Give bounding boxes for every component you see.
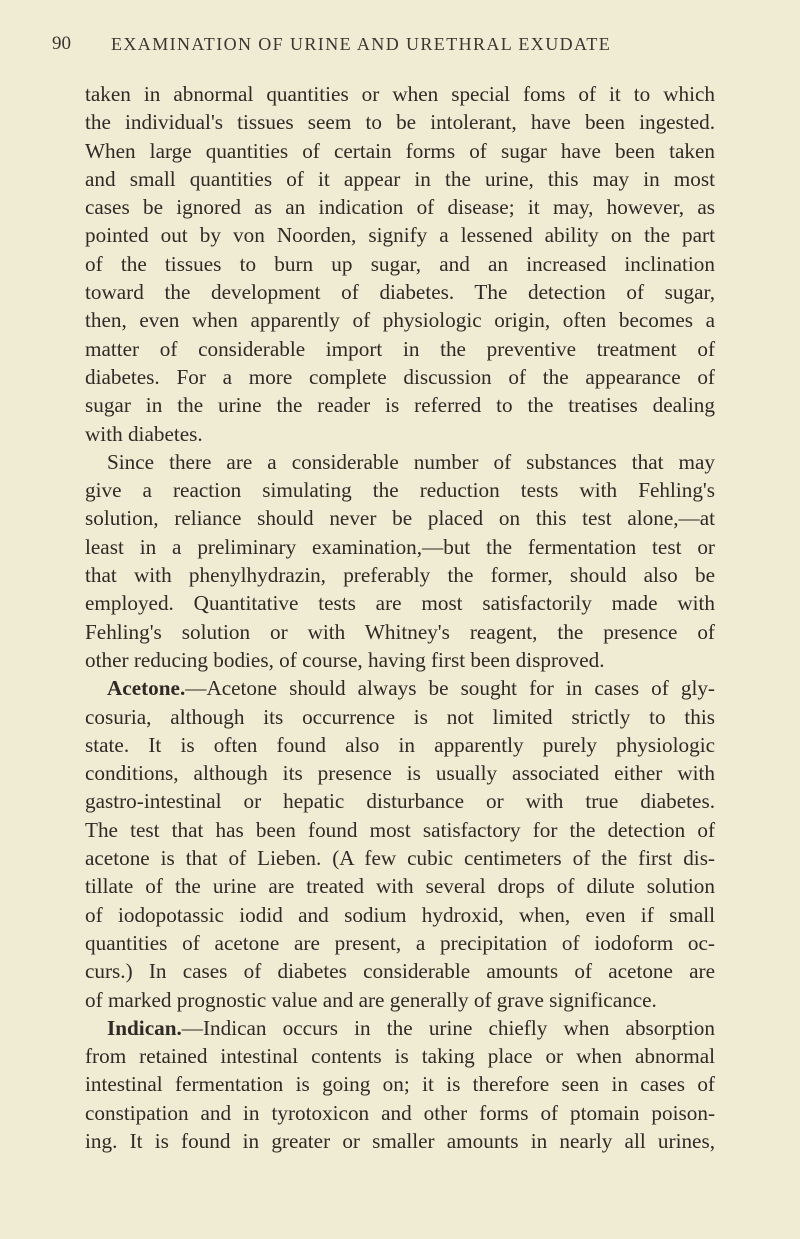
text-line: tillate of the urine are treated with several drops of dilute solution (85, 874, 715, 899)
text-line: Since there are a considerable number of substances that may (107, 449, 715, 474)
text-line: of marked prognostic value and are generally of grave significance. (85, 987, 657, 1012)
text-line: curs.) In cases of diabetes considerable amounts of acetone are (85, 959, 715, 984)
section-heading-indican: Indican. (107, 1015, 182, 1040)
text-line: Fehling's solution or with Whitney's reagent, the presence of (85, 619, 715, 644)
text-line-rest: —Indican occurs in the urine chiefly when absorption (181, 1015, 715, 1040)
text-line: employed. Quantitative tests are most satisfactorily made with (85, 591, 715, 616)
text-line: The test that has been found most satisfactory for the detection of (85, 817, 715, 842)
text-line: gastro-intestinal or hepatic disturbance or with true diabetes. (85, 789, 715, 814)
text-line: other reducing bodies, of course, having first been disproved. (85, 647, 605, 672)
text-line (85, 674, 715, 702)
text-line: state. It is often found also in apparently purely physiologic (85, 732, 715, 757)
text-line: pointed out by von Noorden, signify a lessened ability on the part (85, 223, 715, 248)
text-line: of the tissues to burn up sugar, and an increased inclination (85, 251, 715, 276)
text-line: and small quantities of it appear in the urine, this may in most (85, 166, 715, 191)
text-line: from retained intestinal contents is taking place or when abnormal (85, 1044, 715, 1069)
text-line: give a reaction simulating the reduction tests with Fehling's (85, 478, 715, 503)
text-line: acetone is that of Lieben. (A few cubic centimeters of the first dis- (85, 846, 715, 871)
text-line: then, even when apparently of physiologic origin, often becomes a (85, 308, 715, 333)
body-text (85, 80, 715, 1155)
text-line: sugar in the urine the reader is referred to the treatises dealing (85, 393, 715, 418)
text-line: toward the development of diabetes. The detection of sugar, (85, 280, 715, 305)
text-line: cases be ignored as an indication of disease; it may, however, as (85, 195, 715, 220)
text-line: of iodopotassic iodid and sodium hydroxid, when, even if small (85, 902, 715, 927)
text-line: with diabetes. (85, 421, 203, 446)
text-line: taken in abnormal quantities or when special foms of it to which (85, 82, 715, 106)
text-line: quantities of acetone are present, a precipitation of iodoform oc- (85, 930, 715, 955)
section-heading-acetone: Acetone. (107, 676, 186, 701)
text-line: intestinal fermentation is going on; it is therefore seen in cases of (85, 1072, 715, 1097)
page-number: 90 (52, 33, 71, 54)
running-head (52, 33, 692, 59)
text-line: least in a preliminary examination,—but the fermentation test or (85, 534, 715, 559)
text-line: constipation and in tyrotoxicon and other forms of ptomain poison- (85, 1100, 715, 1125)
text-line: solution, reliance should never be placed on this test alone,—at (85, 506, 715, 531)
text-line: diabetes. For a more complete discussion of the appearance of (85, 364, 715, 389)
text-line (85, 1014, 715, 1042)
text-line-rest: —Acetone should always be sought for in cases of gly- (185, 676, 715, 701)
text-line: the individual's tissues seem to be intolerant, have been ingested. (85, 110, 715, 135)
text-line: ing. It is found in greater or smaller amounts in nearly all urines, (85, 1128, 715, 1153)
text-line: matter of considerable import in the preventive treatment of (85, 336, 715, 361)
text-line: that with phenylhydrazin, preferably the former, should also be (85, 563, 715, 588)
text-line: When large quantities of certain forms of sugar have been taken (85, 138, 715, 163)
text-line: cosuria, although its occurrence is not limited strictly to this (85, 704, 715, 729)
text-line: conditions, although its presence is usually associated either with (85, 761, 715, 786)
running-title: EXAMINATION OF URINE AND URETHRAL EXUDATE (111, 34, 612, 54)
